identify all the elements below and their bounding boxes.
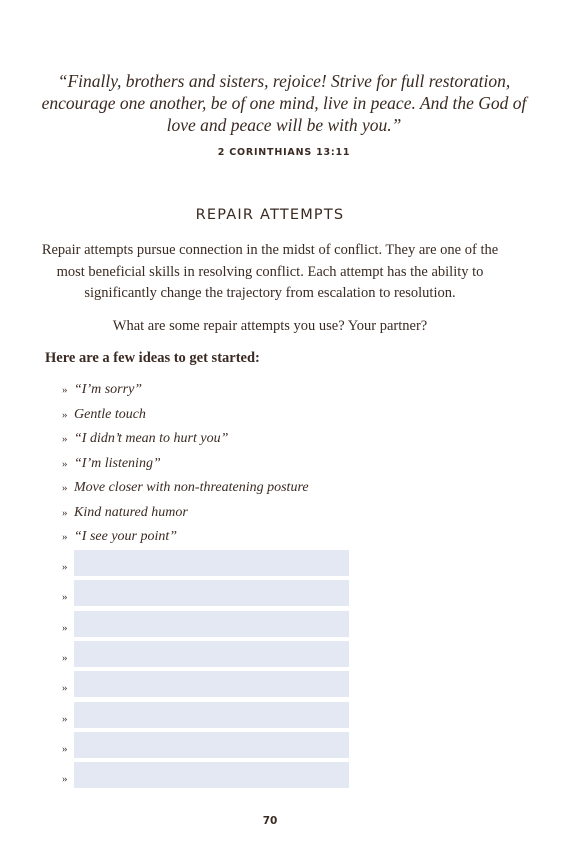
bullet-icon: » xyxy=(62,506,68,519)
idea-text: “I’m sorry” xyxy=(74,382,143,398)
list-item xyxy=(62,452,309,477)
idea-text: “I see your point” xyxy=(74,529,178,545)
blank-entry xyxy=(62,730,349,760)
bullet-icon: » xyxy=(62,482,68,495)
bullet-icon: » xyxy=(62,591,68,604)
blank-entry-field[interactable] xyxy=(74,702,349,728)
blank-entries-list xyxy=(62,548,349,790)
blank-entry xyxy=(62,609,349,639)
bullet-icon: » xyxy=(62,773,68,786)
ideas-title: Here are a few ideas to get started: xyxy=(45,350,260,366)
idea-text: “I didn’t mean to hurt you” xyxy=(74,431,229,447)
list-item xyxy=(62,427,309,452)
list-item xyxy=(62,501,309,526)
list-item xyxy=(62,378,309,403)
blank-entry-field[interactable] xyxy=(74,762,349,788)
bullet-icon: » xyxy=(62,742,68,755)
idea-text: Kind natured humor xyxy=(74,504,188,520)
bullet-icon: » xyxy=(62,652,68,665)
bullet-icon: » xyxy=(62,561,68,574)
page-number: 70 xyxy=(262,815,278,827)
prompt-question: What are some repair attempts you use? Your partner? xyxy=(112,318,428,334)
blank-entry-field[interactable] xyxy=(74,671,349,697)
bullet-icon: » xyxy=(62,712,68,725)
blank-entry xyxy=(62,639,349,669)
blank-entry xyxy=(62,578,349,608)
list-item xyxy=(62,525,309,550)
idea-text: “I’m listening” xyxy=(74,455,161,471)
bullet-icon: » xyxy=(62,621,68,634)
bullet-icon: » xyxy=(62,457,68,470)
bullet-icon: » xyxy=(62,531,68,544)
blank-entry-field[interactable] xyxy=(74,611,349,637)
bullet-icon: » xyxy=(62,433,68,446)
scripture-reference: 2 CORINTHIANS 13:11 xyxy=(217,147,351,158)
blank-entry xyxy=(62,669,349,699)
list-item xyxy=(62,476,309,501)
list-item xyxy=(62,403,309,428)
scripture-quote: “Finally, brothers and sisters, rejoice! Strive for full restoration, encourage one another, be of one mind, live in peace. And the God of love and peace will be with you.” xyxy=(41,71,527,135)
blank-entry xyxy=(62,548,349,578)
blank-entry-field[interactable] xyxy=(74,732,349,758)
blank-entry-field[interactable] xyxy=(74,580,349,606)
section-heading: REPAIR ATTEMPTS xyxy=(195,207,345,223)
bullet-icon: » xyxy=(62,682,68,695)
idea-text: Move closer with non-threatening posture xyxy=(74,480,309,496)
blank-entry xyxy=(62,760,349,790)
idea-text: Gentle touch xyxy=(74,406,146,422)
bullet-icon: » xyxy=(62,408,68,421)
blank-entry-field[interactable] xyxy=(74,550,349,576)
bullet-icon: » xyxy=(62,384,68,397)
intro-paragraph: Repair attempts pursue connection in the midst of conflict. They are one of the most beneficial skills in resolving conflict. Each attempt has the ability to significantly change the trajectory from escalation to resolution. xyxy=(41,242,499,301)
blank-entry-field[interactable] xyxy=(74,641,349,667)
ideas-list xyxy=(62,378,309,550)
blank-entry xyxy=(62,699,349,729)
